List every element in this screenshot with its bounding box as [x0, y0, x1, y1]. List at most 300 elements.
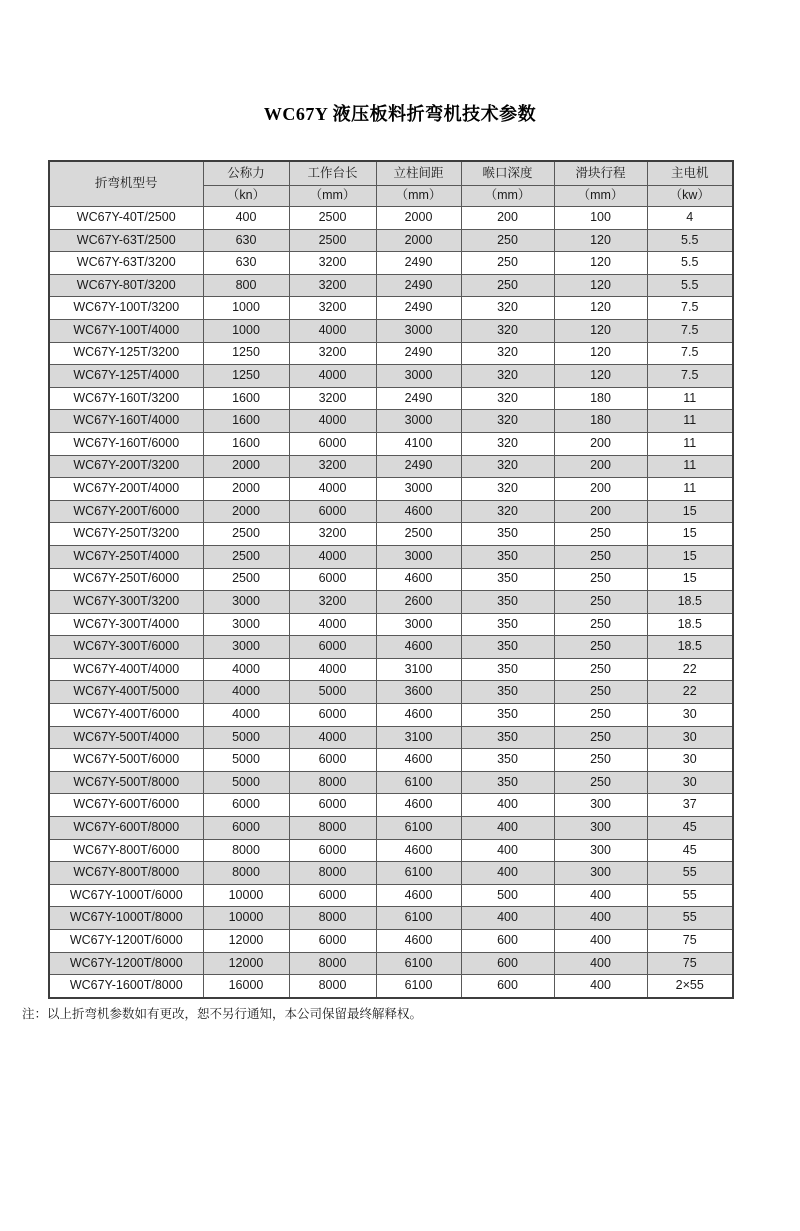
table-row	[49, 523, 733, 546]
cell-value: 3000	[203, 591, 289, 614]
table-row	[49, 478, 733, 501]
header-name-row	[49, 161, 733, 186]
cell-value: 120	[554, 297, 647, 320]
cell-value: 400	[554, 884, 647, 907]
col-header-column-distance: 立柱间距	[376, 161, 461, 186]
table-row	[49, 794, 733, 817]
table-row	[49, 930, 733, 953]
cell-value: 6000	[203, 794, 289, 817]
cell-value: 6100	[376, 952, 461, 975]
table-row	[49, 726, 733, 749]
cell-value: 45	[647, 839, 733, 862]
cell-value: 30	[647, 749, 733, 772]
cell-model: WC67Y-1000T/6000	[49, 884, 203, 907]
cell-value: 55	[647, 884, 733, 907]
cell-value: 2000	[376, 229, 461, 252]
cell-value: 600	[461, 930, 554, 953]
cell-value: 120	[554, 342, 647, 365]
cell-value: 8000	[289, 952, 376, 975]
cell-value: 4000	[203, 704, 289, 727]
cell-model: WC67Y-800T/8000	[49, 862, 203, 885]
cell-model: WC67Y-200T/4000	[49, 478, 203, 501]
table-row	[49, 432, 733, 455]
cell-value: 3200	[289, 591, 376, 614]
cell-value: 350	[461, 658, 554, 681]
table-row	[49, 749, 733, 772]
table-row	[49, 952, 733, 975]
cell-value: 6100	[376, 771, 461, 794]
cell-value: 4000	[203, 658, 289, 681]
table-row	[49, 591, 733, 614]
cell-value: 6000	[289, 704, 376, 727]
cell-value: 320	[461, 297, 554, 320]
cell-model: WC67Y-160T/3200	[49, 387, 203, 410]
table-row	[49, 274, 733, 297]
cell-value: 250	[554, 681, 647, 704]
cell-value: 200	[554, 455, 647, 478]
cell-model: WC67Y-160T/4000	[49, 410, 203, 433]
cell-value: 75	[647, 952, 733, 975]
cell-model: WC67Y-300T/3200	[49, 591, 203, 614]
cell-value: 37	[647, 794, 733, 817]
footnote: 注：以上折弯机参数如有更改，恕不另行通知，本公司保留最终解释权。	[22, 1006, 423, 1021]
cell-value: 3000	[203, 613, 289, 636]
cell-value: 350	[461, 636, 554, 659]
cell-value: 3200	[289, 297, 376, 320]
cell-value: 400	[554, 975, 647, 998]
cell-value: 2500	[289, 229, 376, 252]
cell-value: 1000	[203, 319, 289, 342]
cell-value: 200	[554, 432, 647, 455]
cell-value: 6100	[376, 907, 461, 930]
cell-value: 300	[554, 839, 647, 862]
cell-value: 15	[647, 500, 733, 523]
cell-value: 5.5	[647, 252, 733, 275]
cell-value: 2490	[376, 274, 461, 297]
table-row	[49, 862, 733, 885]
cell-value: 300	[554, 794, 647, 817]
cell-model: WC67Y-160T/6000	[49, 432, 203, 455]
cell-value: 30	[647, 704, 733, 727]
cell-value: 4000	[289, 478, 376, 501]
cell-value: 18.5	[647, 636, 733, 659]
cell-value: 350	[461, 704, 554, 727]
cell-model: WC67Y-250T/3200	[49, 523, 203, 546]
cell-value: 4600	[376, 749, 461, 772]
cell-value: 250	[554, 591, 647, 614]
cell-model: WC67Y-800T/6000	[49, 839, 203, 862]
table-row	[49, 252, 733, 275]
cell-value: 250	[554, 636, 647, 659]
cell-value: 2490	[376, 455, 461, 478]
table-row	[49, 387, 733, 410]
cell-value: 120	[554, 365, 647, 388]
cell-value: 4600	[376, 839, 461, 862]
cell-value: 350	[461, 523, 554, 546]
table-row	[49, 455, 733, 478]
cell-value: 3000	[376, 478, 461, 501]
cell-value: 300	[554, 817, 647, 840]
cell-value: 120	[554, 229, 647, 252]
cell-value: 3200	[289, 342, 376, 365]
cell-model: WC67Y-63T/3200	[49, 252, 203, 275]
cell-value: 120	[554, 252, 647, 275]
cell-value: 5000	[203, 749, 289, 772]
cell-value: 630	[203, 229, 289, 252]
cell-value: 2500	[376, 523, 461, 546]
cell-value: 2600	[376, 591, 461, 614]
cell-value: 12000	[203, 952, 289, 975]
cell-value: 11	[647, 410, 733, 433]
cell-value: 4600	[376, 500, 461, 523]
table-row	[49, 658, 733, 681]
cell-model: WC67Y-1600T/8000	[49, 975, 203, 998]
cell-value: 4600	[376, 568, 461, 591]
cell-value: 4	[647, 207, 733, 230]
cell-value: 2000	[376, 207, 461, 230]
cell-model: WC67Y-125T/3200	[49, 342, 203, 365]
cell-value: 3000	[376, 410, 461, 433]
cell-value: 2490	[376, 252, 461, 275]
cell-value: 12000	[203, 930, 289, 953]
cell-value: 250	[554, 545, 647, 568]
cell-value: 8000	[203, 862, 289, 885]
spec-table	[48, 160, 734, 999]
table-row	[49, 365, 733, 388]
cell-value: 350	[461, 613, 554, 636]
cell-model: WC67Y-400T/6000	[49, 704, 203, 727]
cell-value: 3000	[203, 636, 289, 659]
cell-value: 55	[647, 862, 733, 885]
cell-model: WC67Y-200T/3200	[49, 455, 203, 478]
col-header-throat-depth: 喉口深度	[461, 161, 554, 186]
table-row	[49, 568, 733, 591]
cell-value: 2000	[203, 478, 289, 501]
cell-value: 350	[461, 591, 554, 614]
cell-value: 22	[647, 681, 733, 704]
cell-value: 6000	[289, 636, 376, 659]
unit-worktable-length: （mm）	[289, 186, 376, 207]
cell-value: 18.5	[647, 613, 733, 636]
cell-value: 3000	[376, 319, 461, 342]
cell-value: 400	[203, 207, 289, 230]
cell-value: 350	[461, 681, 554, 704]
table-row	[49, 319, 733, 342]
col-header-nominal-force: 公称力	[203, 161, 289, 186]
cell-value: 11	[647, 455, 733, 478]
cell-value: 8000	[289, 817, 376, 840]
cell-value: 320	[461, 319, 554, 342]
cell-model: WC67Y-40T/2500	[49, 207, 203, 230]
cell-value: 120	[554, 274, 647, 297]
cell-model: WC67Y-400T/5000	[49, 681, 203, 704]
cell-value: 320	[461, 478, 554, 501]
table-row	[49, 342, 733, 365]
cell-value: 7.5	[647, 297, 733, 320]
cell-value: 500	[461, 884, 554, 907]
table-row	[49, 636, 733, 659]
cell-value: 8000	[203, 839, 289, 862]
cell-value: 600	[461, 975, 554, 998]
cell-model: WC67Y-250T/4000	[49, 545, 203, 568]
cell-value: 200	[554, 478, 647, 501]
cell-value: 180	[554, 387, 647, 410]
cell-value: 30	[647, 726, 733, 749]
unit-nominal-force: （kn）	[203, 186, 289, 207]
cell-value: 320	[461, 500, 554, 523]
cell-value: 5000	[289, 681, 376, 704]
cell-model: WC67Y-1200T/6000	[49, 930, 203, 953]
cell-value: 4600	[376, 636, 461, 659]
cell-value: 8000	[289, 907, 376, 930]
cell-value: 10000	[203, 884, 289, 907]
cell-value: 800	[203, 274, 289, 297]
cell-value: 4600	[376, 884, 461, 907]
cell-value: 350	[461, 726, 554, 749]
cell-model: WC67Y-500T/6000	[49, 749, 203, 772]
cell-value: 250	[554, 658, 647, 681]
cell-value: 2×55	[647, 975, 733, 998]
cell-value: 250	[554, 726, 647, 749]
cell-value: 3200	[289, 455, 376, 478]
cell-value: 6100	[376, 975, 461, 998]
cell-value: 320	[461, 455, 554, 478]
cell-value: 1250	[203, 365, 289, 388]
cell-value: 6000	[289, 500, 376, 523]
cell-value: 3000	[376, 365, 461, 388]
table-body	[49, 207, 733, 998]
cell-model: WC67Y-600T/8000	[49, 817, 203, 840]
cell-model: WC67Y-100T/4000	[49, 319, 203, 342]
cell-value: 400	[461, 907, 554, 930]
cell-value: 11	[647, 387, 733, 410]
cell-value: 30	[647, 771, 733, 794]
cell-value: 5000	[203, 771, 289, 794]
cell-value: 320	[461, 387, 554, 410]
cell-value: 250	[554, 568, 647, 591]
unit-ram-stroke: （mm）	[554, 186, 647, 207]
table-row	[49, 839, 733, 862]
cell-value: 18.5	[647, 591, 733, 614]
cell-value: 3000	[376, 545, 461, 568]
cell-value: 400	[461, 817, 554, 840]
cell-value: 7.5	[647, 342, 733, 365]
cell-value: 1250	[203, 342, 289, 365]
cell-value: 6000	[289, 432, 376, 455]
cell-model: WC67Y-400T/4000	[49, 658, 203, 681]
table-row	[49, 681, 733, 704]
cell-value: 3200	[289, 252, 376, 275]
cell-value: 5.5	[647, 274, 733, 297]
cell-value: 45	[647, 817, 733, 840]
cell-value: 250	[554, 771, 647, 794]
unit-main-motor: （kw）	[647, 186, 733, 207]
cell-value: 3600	[376, 681, 461, 704]
cell-value: 6000	[289, 839, 376, 862]
cell-model: WC67Y-250T/6000	[49, 568, 203, 591]
cell-value: 4600	[376, 930, 461, 953]
cell-value: 4000	[203, 681, 289, 704]
cell-value: 350	[461, 568, 554, 591]
cell-value: 6100	[376, 862, 461, 885]
cell-value: 3200	[289, 523, 376, 546]
cell-value: 11	[647, 432, 733, 455]
cell-value: 4000	[289, 319, 376, 342]
cell-value: 400	[461, 839, 554, 862]
table-row	[49, 410, 733, 433]
cell-value: 180	[554, 410, 647, 433]
cell-value: 3100	[376, 658, 461, 681]
table-header	[49, 161, 733, 207]
cell-model: WC67Y-200T/6000	[49, 500, 203, 523]
col-header-model: 折弯机型号	[49, 161, 203, 207]
cell-value: 100	[554, 207, 647, 230]
cell-value: 1600	[203, 410, 289, 433]
cell-model: WC67Y-63T/2500	[49, 229, 203, 252]
table-row	[49, 500, 733, 523]
cell-value: 320	[461, 342, 554, 365]
cell-model: WC67Y-125T/4000	[49, 365, 203, 388]
cell-value: 400	[554, 907, 647, 930]
cell-value: 2500	[289, 207, 376, 230]
cell-value: 4000	[289, 410, 376, 433]
cell-model: WC67Y-300T/4000	[49, 613, 203, 636]
cell-value: 250	[554, 613, 647, 636]
table-row	[49, 613, 733, 636]
cell-value: 11	[647, 478, 733, 501]
cell-value: 630	[203, 252, 289, 275]
cell-value: 2500	[203, 523, 289, 546]
cell-value: 2000	[203, 455, 289, 478]
cell-value: 400	[554, 952, 647, 975]
cell-value: 6000	[289, 568, 376, 591]
cell-value: 4600	[376, 794, 461, 817]
cell-model: WC67Y-100T/3200	[49, 297, 203, 320]
cell-value: 15	[647, 545, 733, 568]
cell-value: 55	[647, 907, 733, 930]
cell-model: WC67Y-500T/8000	[49, 771, 203, 794]
cell-model: WC67Y-1000T/8000	[49, 907, 203, 930]
table-row	[49, 229, 733, 252]
cell-value: 7.5	[647, 365, 733, 388]
cell-value: 4600	[376, 704, 461, 727]
cell-value: 200	[554, 500, 647, 523]
cell-value: 2490	[376, 342, 461, 365]
cell-value: 3200	[289, 274, 376, 297]
cell-value: 8000	[289, 862, 376, 885]
cell-value: 250	[461, 274, 554, 297]
table-row	[49, 207, 733, 230]
cell-value: 1600	[203, 432, 289, 455]
cell-value: 6000	[289, 884, 376, 907]
cell-value: 250	[554, 523, 647, 546]
cell-value: 3100	[376, 726, 461, 749]
cell-value: 2490	[376, 387, 461, 410]
cell-value: 250	[554, 704, 647, 727]
table-row	[49, 884, 733, 907]
cell-value: 75	[647, 930, 733, 953]
cell-value: 1000	[203, 297, 289, 320]
cell-value: 250	[461, 229, 554, 252]
cell-model: WC67Y-300T/6000	[49, 636, 203, 659]
cell-value: 8000	[289, 975, 376, 998]
cell-model: WC67Y-500T/4000	[49, 726, 203, 749]
cell-value: 320	[461, 432, 554, 455]
unit-throat-depth: （mm）	[461, 186, 554, 207]
cell-value: 1600	[203, 387, 289, 410]
cell-value: 3000	[376, 613, 461, 636]
unit-column-distance: （mm）	[376, 186, 461, 207]
cell-value: 600	[461, 952, 554, 975]
cell-value: 350	[461, 545, 554, 568]
cell-value: 400	[461, 794, 554, 817]
cell-value: 10000	[203, 907, 289, 930]
cell-model: WC67Y-1200T/8000	[49, 952, 203, 975]
cell-value: 3200	[289, 387, 376, 410]
cell-model: WC67Y-80T/3200	[49, 274, 203, 297]
cell-value: 6000	[203, 817, 289, 840]
cell-value: 2500	[203, 545, 289, 568]
page	[0, 100, 800, 1022]
cell-value: 22	[647, 658, 733, 681]
cell-value: 4100	[376, 432, 461, 455]
cell-value: 7.5	[647, 319, 733, 342]
cell-value: 4000	[289, 365, 376, 388]
cell-value: 250	[554, 749, 647, 772]
cell-value: 350	[461, 771, 554, 794]
cell-value: 200	[461, 207, 554, 230]
cell-value: 4000	[289, 658, 376, 681]
cell-value: 16000	[203, 975, 289, 998]
table-row	[49, 817, 733, 840]
cell-value: 15	[647, 523, 733, 546]
cell-value: 6000	[289, 930, 376, 953]
cell-value: 320	[461, 410, 554, 433]
cell-value: 4000	[289, 726, 376, 749]
cell-value: 5.5	[647, 229, 733, 252]
cell-value: 5000	[203, 726, 289, 749]
cell-value: 350	[461, 749, 554, 772]
col-header-worktable-length: 工作台长	[289, 161, 376, 186]
cell-value: 400	[554, 930, 647, 953]
table-row	[49, 704, 733, 727]
cell-value: 6000	[289, 749, 376, 772]
cell-value: 4000	[289, 613, 376, 636]
cell-value: 250	[461, 252, 554, 275]
table-row	[49, 975, 733, 998]
cell-value: 2000	[203, 500, 289, 523]
table-row	[49, 545, 733, 568]
cell-value: 15	[647, 568, 733, 591]
table-row	[49, 907, 733, 930]
page-title: WC67Y 液压板料折弯机技术参数	[263, 104, 537, 124]
cell-value: 120	[554, 319, 647, 342]
cell-value: 2500	[203, 568, 289, 591]
col-header-ram-stroke: 滑块行程	[554, 161, 647, 186]
table-row	[49, 297, 733, 320]
cell-value: 6100	[376, 817, 461, 840]
col-header-main-motor: 主电机	[647, 161, 733, 186]
cell-value: 400	[461, 862, 554, 885]
cell-value: 8000	[289, 771, 376, 794]
table-row	[49, 771, 733, 794]
cell-model: WC67Y-600T/6000	[49, 794, 203, 817]
cell-value: 320	[461, 365, 554, 388]
cell-value: 300	[554, 862, 647, 885]
cell-value: 2490	[376, 297, 461, 320]
cell-value: 4000	[289, 545, 376, 568]
cell-value: 6000	[289, 794, 376, 817]
